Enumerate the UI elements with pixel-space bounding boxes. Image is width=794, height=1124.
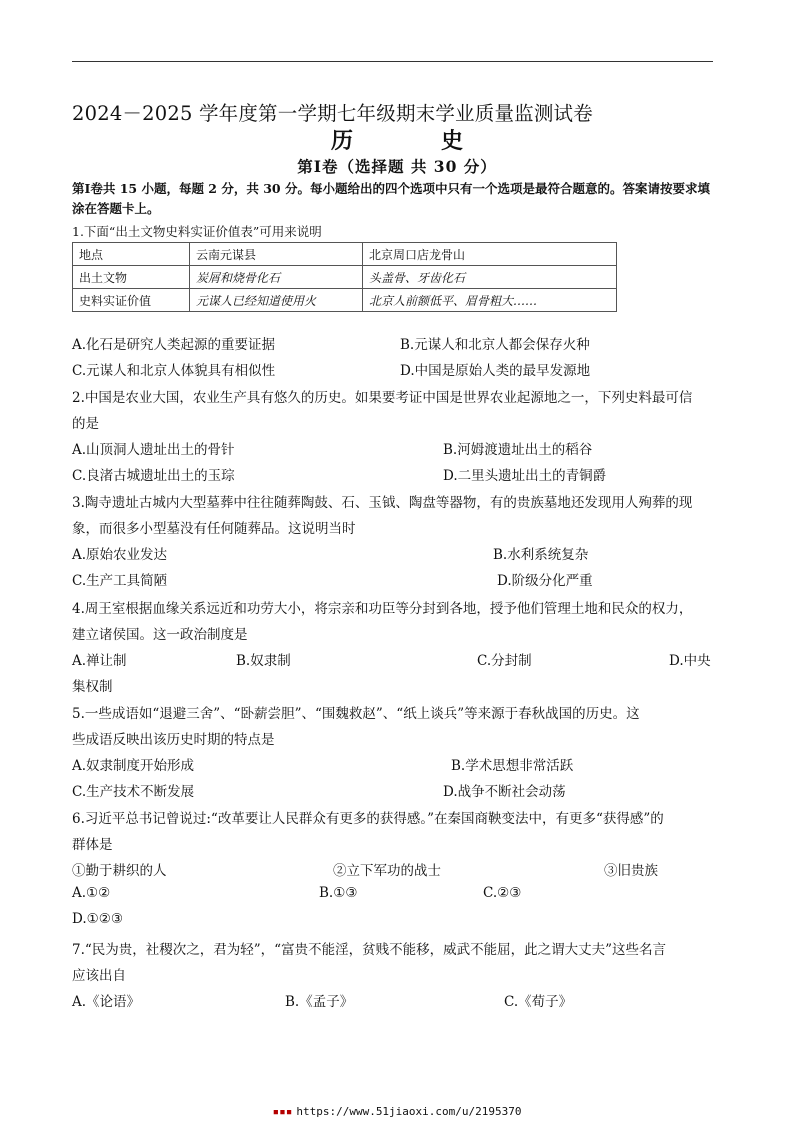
q6-item-1: ①勤于耕织的人	[72, 863, 167, 879]
q5-option-a: A.奴隶制度开始形成	[72, 758, 195, 774]
q1-stem: 1.下面“出土文物史料实证价值表”可用来说明	[72, 224, 322, 239]
instructions: 第Ⅰ卷共 15 小题，每题 2 分，共 30 分。每小题给出的四个选项中只有一个选项是最符合题意的。答案请按要求填涂在答题卡上。	[72, 181, 710, 216]
q3-option-a: A.原始农业发达	[72, 547, 168, 563]
q1-option-d: D.中国是原始人类的最早发源地	[400, 363, 591, 379]
q2-option-a: A.山顶洞人遗址出土的骨针	[72, 442, 235, 458]
subject-char-1: 历	[330, 128, 353, 154]
q3-option-b: B.水利系统复杂	[493, 547, 589, 563]
q5-stem: 5.一些成语如“退避三舍”、“卧薪尝胆”、“围魏救赵”、“纸上谈兵”等来源于春秋战国的历史。这	[72, 706, 640, 722]
table-cell: 北京周口店龙骨山	[363, 243, 617, 266]
q6-item-2: ②立下军功的战士	[333, 863, 441, 879]
table-row	[73, 243, 617, 266]
watermark-icon: ▪▪▪	[272, 1105, 293, 1118]
q2-stem: 2.中国是农业大国，农业生产具有悠久的历史。如果要考证中国是世界农业起源地之一，下列史料最可信	[72, 390, 693, 406]
q1-option-a: A.化石是研究人类起源的重要证据	[72, 337, 276, 353]
q4-option-d-cont: 集权制	[72, 679, 113, 695]
q2-option-b: B.河姆渡遗址出土的稻谷	[443, 442, 593, 458]
q4-option-a: A.禅让制	[72, 653, 127, 669]
q6-option-b: B.①③	[319, 885, 358, 901]
section-title: 第Ⅰ卷（选择题 共 30 分）	[297, 157, 497, 176]
table-cell: 元谋人已经知道使用火	[190, 289, 363, 312]
q7-stem: 7.“民为贵，社稷次之，君为轻”，“富贵不能淫，贫贱不能移，威武不能屈，此之谓大丈夫”这些名言	[72, 942, 666, 958]
exam-title: 2024－2025 学年度第一学期七年级期末学业质量监测试卷	[72, 102, 593, 125]
q2-stem-cont: 的是	[72, 416, 99, 432]
q6-stem: 6.习近平总书记曾说过:“改革要让人民群众有更多的获得感。”在秦国商鞅变法中，有更多“获得感”的	[72, 811, 664, 827]
table-cell: 出土文物	[73, 266, 190, 289]
q4-option-b: B.奴隶制	[236, 653, 291, 669]
q3-stem-cont: 象，而很多小型墓没有任何随葬品。这说明当时	[72, 521, 356, 537]
q4-stem-cont: 建立诸侯国。这一政治制度是	[72, 627, 248, 643]
table-cell: 北京人前额低平、眉骨粗大……	[363, 289, 617, 312]
q1-option-c: C.元谋人和北京人体貌具有相似性	[72, 363, 276, 379]
q1-option-b: B.元谋人和北京人都会保存火种	[400, 337, 590, 353]
table-cell: 头盖骨、牙齿化石	[363, 266, 617, 289]
table-cell: 地点	[73, 243, 190, 266]
q4-stem: 4.周王室根据血缘关系远近和功劳大小，将宗亲和功臣等分封到各地，授予他们管理土地和民众的权力，	[72, 601, 693, 617]
table-row	[73, 266, 617, 289]
q1-table	[72, 242, 617, 312]
q6-option-d: D.①②③	[72, 911, 123, 927]
q5-option-c: C.生产技术不断发展	[72, 784, 195, 800]
subject-title	[0, 124, 794, 155]
q5-stem-cont: 些成语反映出该历史时期的特点是	[72, 732, 275, 748]
q2-option-c: C.良渚古城遗址出土的玉琮	[72, 468, 235, 484]
q7-option-c: C.《荀子》	[504, 994, 573, 1010]
subject-char-2: 史	[441, 128, 464, 154]
top-rule	[72, 61, 713, 62]
table-cell: 云南元谋县	[190, 243, 363, 266]
q3-option-c: C.生产工具简陋	[72, 573, 168, 589]
table-row	[73, 289, 617, 312]
footer-watermark	[0, 1105, 794, 1118]
q3-option-d: D.阶级分化严重	[497, 573, 593, 589]
q7-option-a: A.《论语》	[72, 994, 141, 1010]
q7-option-b: B.《孟子》	[285, 994, 354, 1010]
q6-option-a: A.①②	[72, 885, 111, 901]
q6-option-c: C.②③	[483, 885, 522, 901]
q6-item-3: ③旧贵族	[604, 863, 658, 879]
q2-option-d: D.二里头遗址出土的青铜爵	[443, 468, 607, 484]
q5-option-d: D.战争不断社会动荡	[443, 784, 566, 800]
footer-url[interactable]: https://www.51jiaoxi.com/u/2195370	[296, 1105, 522, 1118]
q3-stem: 3.陶寺遗址古城内大型墓葬中往往随葬陶鼓、石、玉钺、陶盘等器物，有的贵族墓地还发现用人殉葬的现	[72, 495, 693, 511]
table-cell: 炭屑和烧骨化石	[190, 266, 363, 289]
q4-option-c: C.分封制	[477, 653, 532, 669]
q4-option-d: D.中央	[669, 653, 711, 669]
q5-option-b: B.学术思想非常活跃	[451, 758, 574, 774]
table-cell: 史料实证价值	[73, 289, 190, 312]
q6-stem-cont: 群体是	[72, 837, 113, 853]
q7-stem-cont: 应该出自	[72, 968, 126, 984]
